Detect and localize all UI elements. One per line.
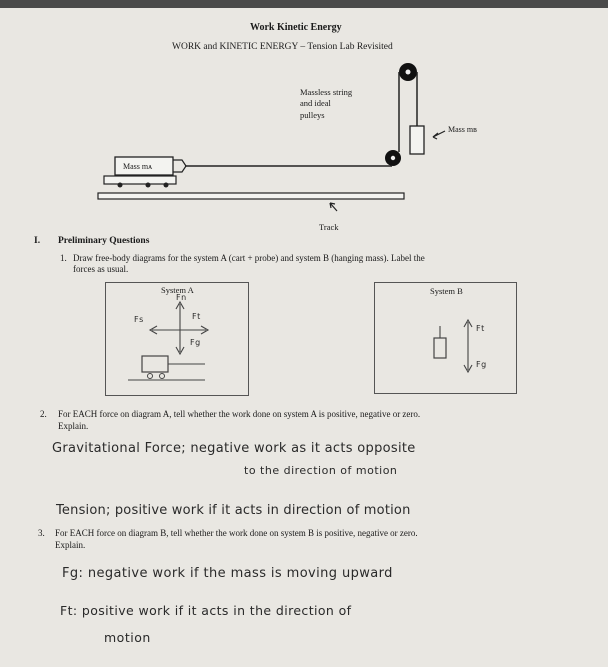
- label-mass-a: Mass mᴀ: [123, 162, 153, 171]
- diagram-b-label-ft: Ft: [476, 324, 485, 333]
- diagram-a-label-ft: Ft: [192, 312, 201, 321]
- q3-number: 3.: [38, 528, 45, 538]
- label-mass-b: Mass mʙ: [448, 125, 477, 134]
- label-massless-string: Massless string: [300, 87, 353, 97]
- q1-number: 1.: [60, 253, 67, 263]
- q2-answer-line2: to the direction of motion: [244, 464, 398, 477]
- diagram-b-label-fg: Fg: [476, 360, 487, 369]
- diagram-a-label-fs: Fs: [134, 315, 144, 324]
- label-and-ideal: and ideal: [300, 98, 331, 108]
- q3-text-line1: For EACH force on diagram B, tell whether the work done on system B is positive, negative or zero.: [55, 528, 418, 538]
- label-track: Track: [319, 222, 339, 232]
- section-numeral: I.: [34, 236, 41, 246]
- q3-answer-line3: motion: [104, 630, 151, 645]
- diagram-a-label-fn: Fn: [176, 293, 187, 302]
- q2-text-line1: For EACH force on diagram A, tell whether the work done on system A is positive, negative or zero.: [58, 409, 421, 419]
- q2-answer-line1: Gravitational Force; negative work as it acts opposite: [52, 441, 416, 456]
- q1-text-line1: Draw free-body diagrams for the system A (cart + probe) and system B (hanging mass). Label the: [73, 253, 425, 263]
- page-title: Work Kinetic Energy: [250, 22, 342, 33]
- q3-answer-line2: Ft: positive work if it acts in the direction of: [60, 603, 352, 618]
- q2-number: 2.: [40, 409, 47, 419]
- page-subtitle: WORK and KINETIC ENERGY – Tension Lab Revisited: [172, 42, 393, 52]
- diagram-b-title: System B: [430, 286, 463, 296]
- diagram-a-label-fg: Fg: [190, 338, 201, 347]
- q1-text-line2: forces as usual.: [73, 264, 129, 274]
- diagram-a-title: System A: [161, 285, 194, 295]
- q3-answer-line1: Fg: negative work if the mass is moving upward: [62, 566, 393, 581]
- label-pulleys: pulleys: [300, 110, 325, 120]
- section-heading: Preliminary Questions: [58, 236, 150, 246]
- q2-answer-line3: Tension; positive work if it acts in direction of motion: [56, 503, 411, 518]
- q2-text-line2: Explain.: [58, 421, 89, 431]
- q3-text-line2: Explain.: [55, 540, 86, 550]
